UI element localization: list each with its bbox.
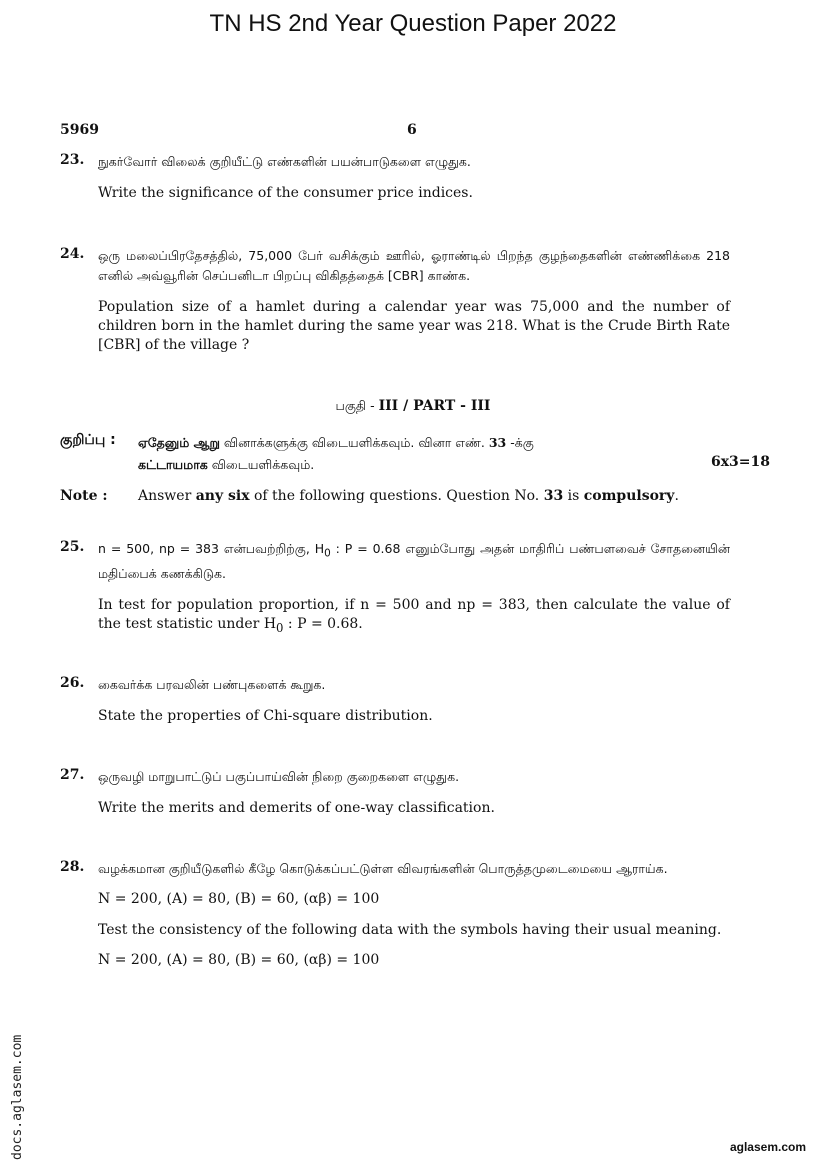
marks-allocation: 6x3=18 [710,454,770,470]
question-english-text: State the properties of Chi-square distribution. [98,708,433,724]
note-emphasis: 33 [543,488,564,504]
instruction-question-number: 33 [488,435,507,450]
note-emphasis: compulsory [583,488,675,504]
question-english-text: Test the consistency of the following data with the symbols having their usual meaning. [98,922,722,938]
part-heading [0,398,826,415]
note-emphasis: any six [195,488,250,504]
watermark-url: docs.aglasem.com [10,1034,25,1160]
note-label: Note : [60,488,108,504]
question-tamil-text: n = 500, np = 383 என்பவற்றிற்கு, $H_0$ : P = 0.68 எனும்போது அதன் மாதிரிப் பண்பளவைச் சோதனையின் மதிப்பைக் கணக்கிடுக. [98,541,730,581]
question-data-english: N = 200, (A) = 80, (B) = 60, (αβ) = 100 [98,952,380,968]
part-heading-english: III / PART - III [378,398,491,414]
note-text: of the following questions. Question No. [249,488,544,504]
question-number: 26. [60,675,85,691]
paper-code: 5969 [60,122,99,138]
question-english-text: Write the merits and demerits of one-way classification. [98,800,495,816]
question-data-tamil: N = 200, (A) = 80, (B) = 60, (αβ) = 100 [98,891,380,907]
question-number: 27. [60,767,85,783]
instruction-text: விடையளிக்கவும். [207,457,315,472]
instruction-label: குறிப்பு : [60,432,116,448]
question-28 [60,859,730,970]
question-number: 28. [60,859,85,875]
question-tamil-text: நுகர்வோர் விலைக் குறியீட்டு எண்களின் பயன்பாடுகளை எழுதுக. [98,154,471,169]
page-number: 6 [407,122,417,138]
question-25 [60,539,730,637]
question-tamil-text: ஒரு மலைப்பிரதேசத்தில், 75,000 பேர் வசிக்கும் ஊரில், ஓராண்டில் பிறந்த குழந்தைகளின் எண்ணிக்கை 218 எனில் அவ்வூரின் செப்பனிடா பிறப்பு விகிதத்தைக் [CBR] காண்க. [98,248,730,283]
question-26 [60,675,730,726]
question-27 [60,767,730,818]
question-english-text: Population size of a hamlet during a calendar year was 75,000 and the number of children born in the hamlet during the same year was 218. What is the Crude Birth Rate [CBR] of the village ? [98,299,730,353]
instruction-emphasis: ஏதேனும் ஆறு [138,435,220,450]
instruction-english [60,488,730,504]
question-english-text: In test for population proportion, if n = 500 and np = 383, then calculate the value of the test statistic under $H_0$ : P = 0.68. [98,596,730,635]
question-english-text: Write the significance of the consumer price indices. [98,185,473,201]
instruction-text: -க்கு [506,435,534,450]
question-23 [60,152,730,203]
question-24 [60,246,730,355]
instruction-tamil [60,432,770,476]
instruction-text: வினாக்களுக்கு விடையளிக்கவும். வினா எண். [219,435,489,450]
question-tamil-text: கைவர்க்க பரவலின் பண்புகளைக் கூறுக. [98,677,326,692]
note-text: Answer [138,488,196,504]
instruction-emphasis: கட்டாயமாக [138,457,208,472]
note-text: . [674,488,679,504]
note-text: is [563,488,584,504]
document-banner-title: TN HS 2nd Year Question Paper 2022 [209,10,617,37]
question-number: 24. [60,246,85,262]
question-tamil-text: ஒருவழி மாறுபாட்டுப் பகுப்பாய்வின் நிறை குறைகளை எழுதுக. [98,769,460,784]
site-footer-url[interactable]: aglasem.com [729,1140,806,1154]
part-heading-tamil: பகுதி - [335,398,379,413]
question-number: 23. [60,152,85,168]
question-tamil-text: வழக்கமான குறியீடுகளில் கீழே கொடுக்கப்பட்டுள்ள விவரங்களின் பொருத்தமுடைமையை ஆராய்க. [98,861,668,876]
question-number: 25. [60,539,85,555]
